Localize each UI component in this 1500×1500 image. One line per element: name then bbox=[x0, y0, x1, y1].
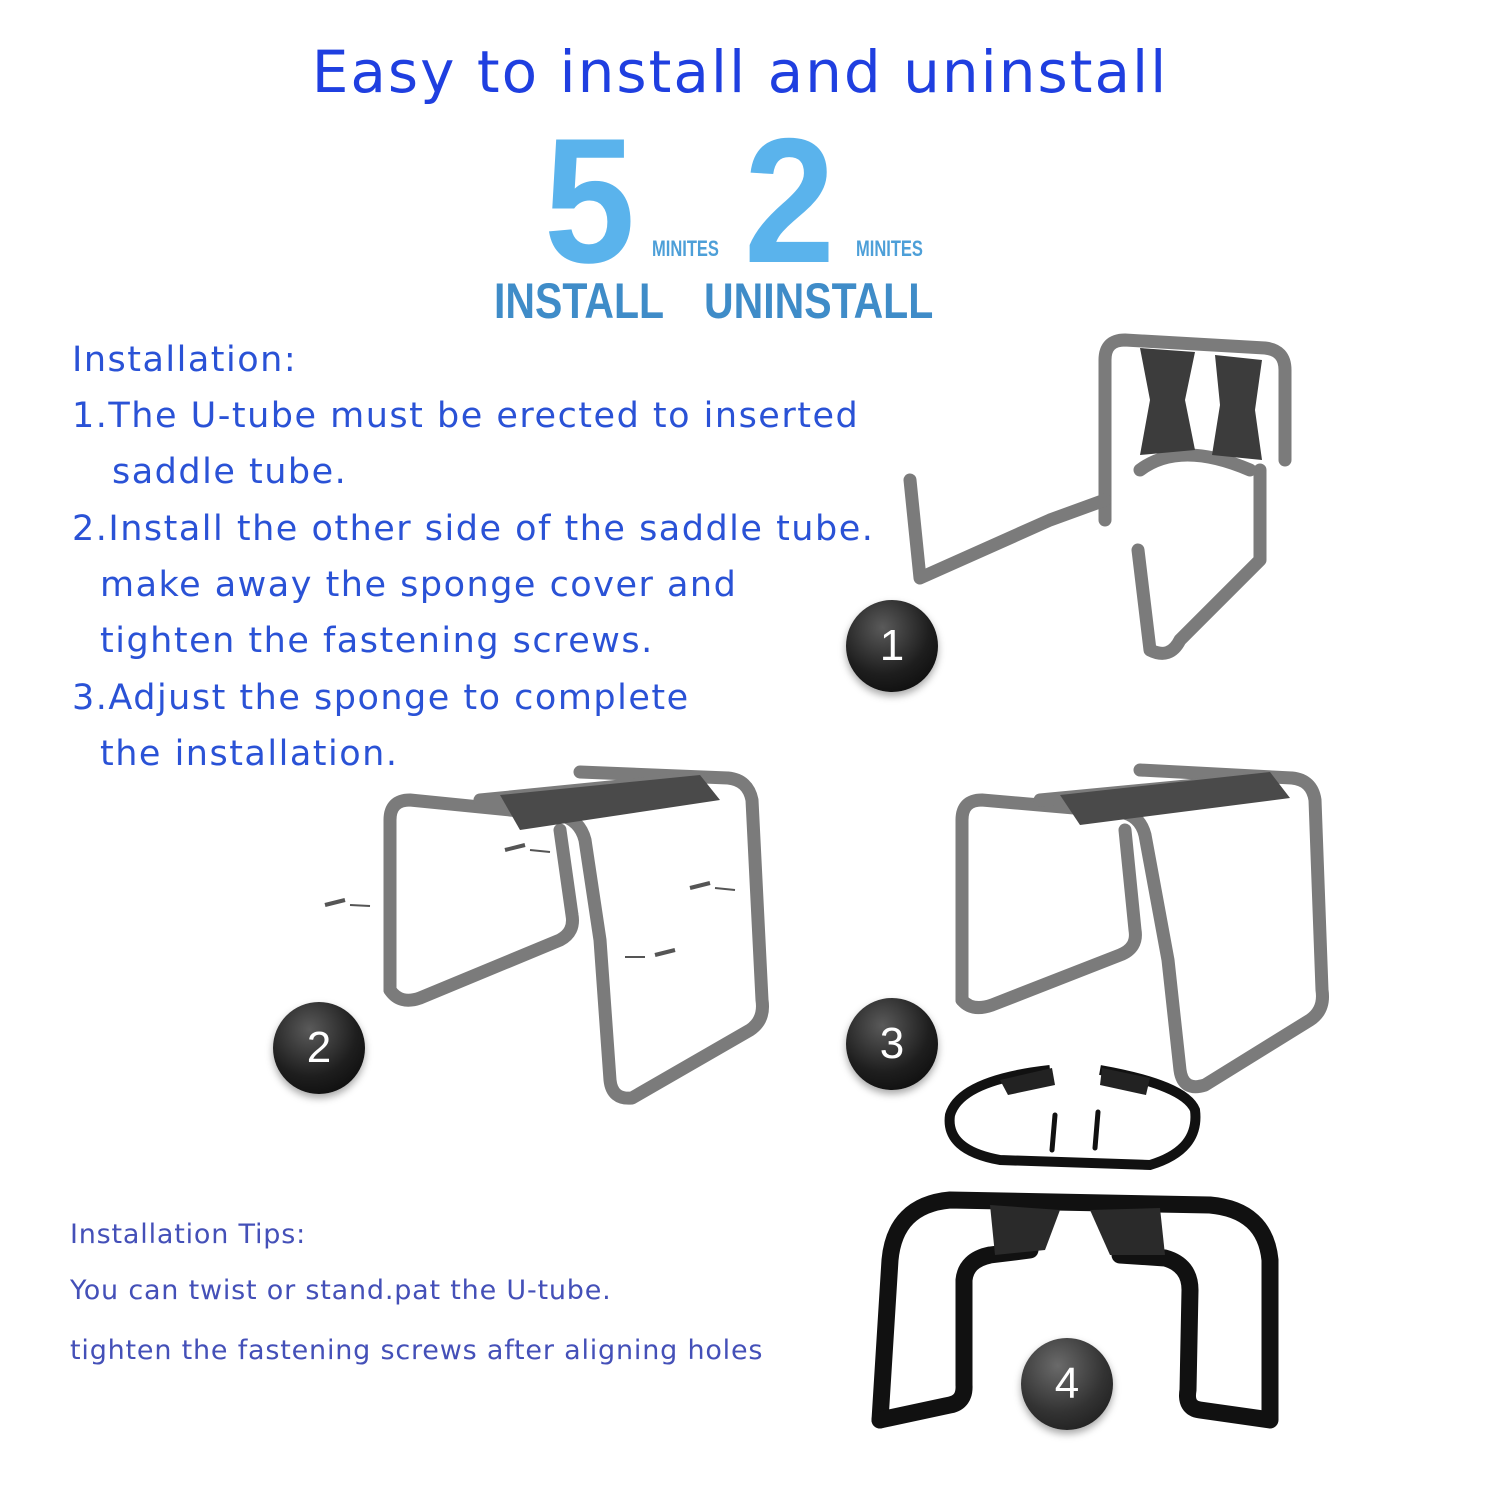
uninstall-label: UNINSTALL bbox=[704, 273, 934, 329]
tip-line: tighten the fastening screws after aligning holes bbox=[70, 1335, 764, 1366]
page-title: Easy to install and uninstall bbox=[311, 38, 1169, 106]
step-badge-1: 1 bbox=[846, 600, 938, 692]
instruction-line: saddle tube. bbox=[112, 452, 348, 492]
instruction-line: make away the sponge cover and bbox=[100, 565, 738, 605]
instruction-line: 1.The U-tube must be erected to inserted bbox=[72, 396, 860, 436]
uninstall-minutes-unit: MINITES bbox=[856, 236, 923, 261]
tip-line: You can twist or stand.pat the U-tube. bbox=[70, 1275, 612, 1306]
instruction-line: tighten the fastening screws. bbox=[100, 621, 654, 661]
step-badge-2: 2 bbox=[273, 1002, 365, 1094]
instruction-line: the installation. bbox=[100, 734, 399, 774]
uninstall-minutes-number: 2 bbox=[743, 101, 836, 300]
install-label: INSTALL bbox=[494, 273, 665, 329]
step-badge-3: 3 bbox=[846, 998, 938, 1090]
install-minutes-unit: MINITES bbox=[652, 236, 719, 261]
step-badge-4: 4 bbox=[1021, 1338, 1113, 1430]
installation-heading: Installation: bbox=[72, 340, 298, 380]
tips-heading: Installation Tips: bbox=[70, 1219, 306, 1250]
instruction-line: 3.Adjust the sponge to complete bbox=[72, 678, 690, 718]
install-minutes-number: 5 bbox=[543, 101, 636, 300]
instruction-line: 2.Install the other side of the saddle tube. bbox=[72, 509, 875, 549]
